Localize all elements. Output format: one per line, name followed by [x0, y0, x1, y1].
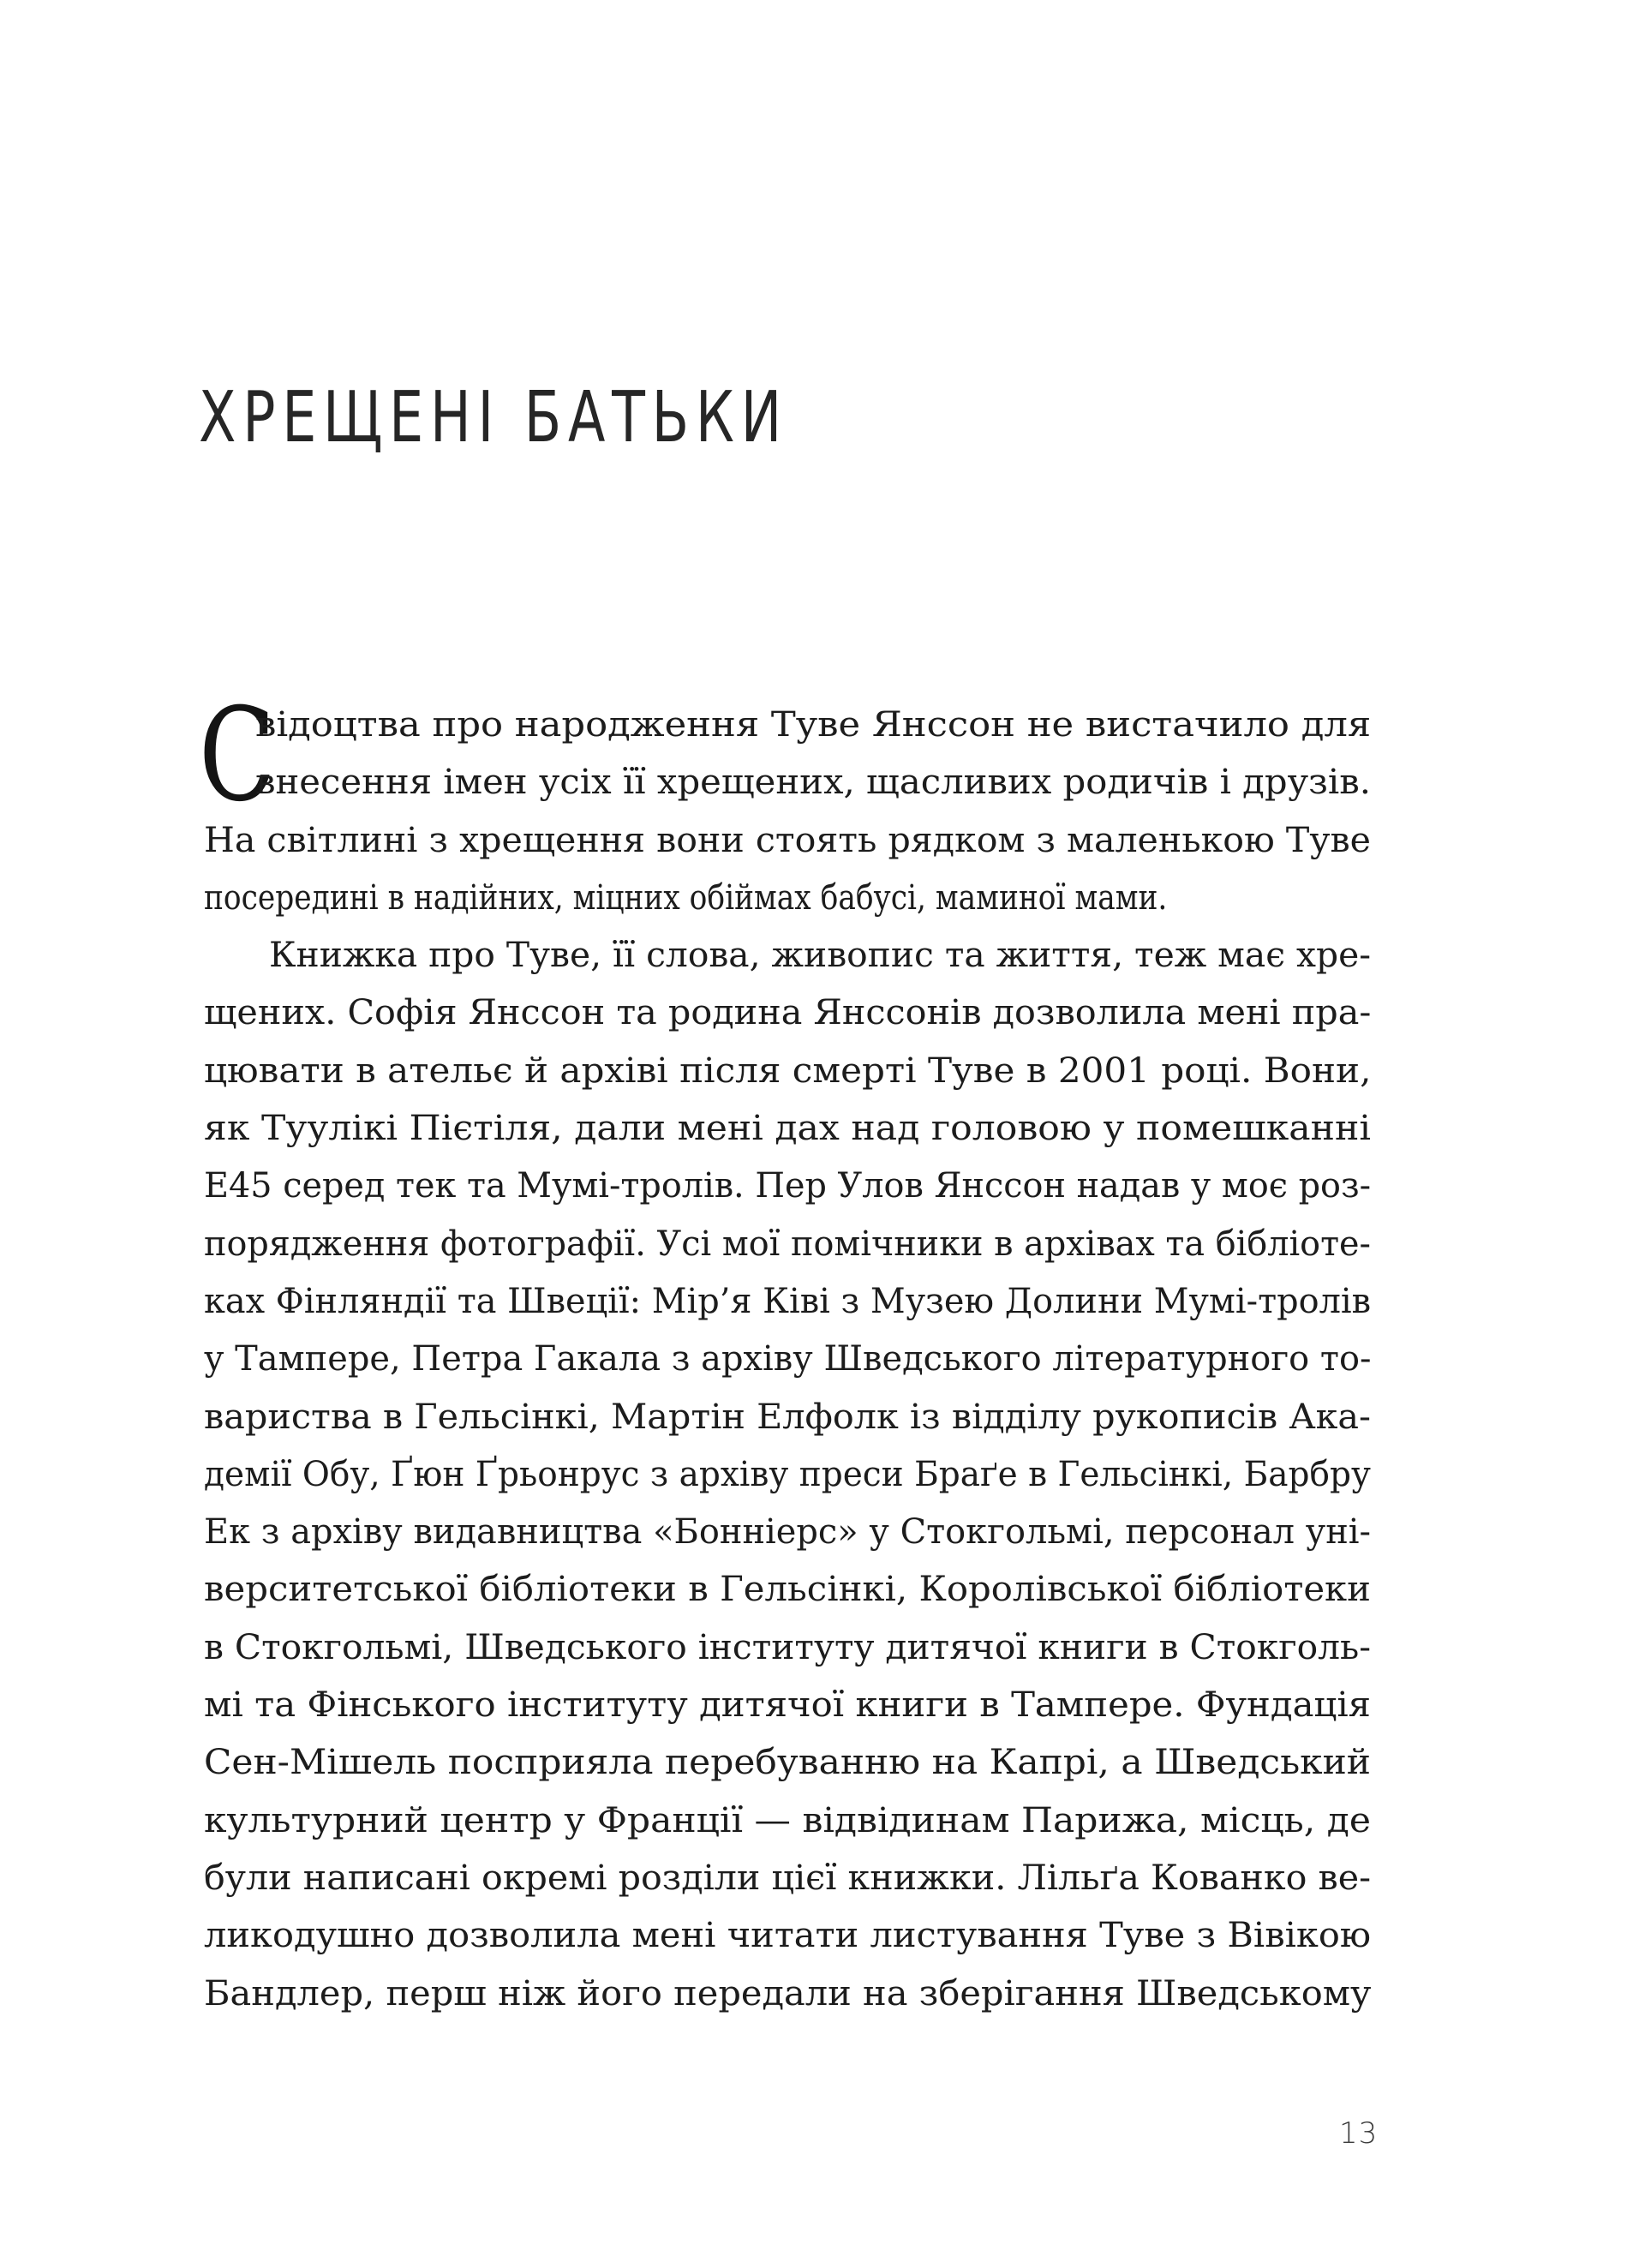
- text-line: ках Фінляндії та Швеції: Мір’я Ківі з Музею Долини Мумі-тролів: [204, 1281, 1372, 1321]
- text-line: цювати в ательє й архіві після смерті Туве в 2001 році. Вони,: [204, 1050, 1372, 1091]
- chapter-title: [199, 375, 788, 461]
- text-line: як Туулікі Пієтіля, дали мені дах над головою у помешканні: [204, 1109, 1371, 1149]
- text-line: вариства в Гельсінкі, Мартін Елфолк із відділу рукописів Ака-: [204, 1397, 1371, 1437]
- text-line: у Тампере, Петра Гакала з архіву Шведського літературного то-: [204, 1339, 1372, 1379]
- text-line: посередині в надійних, міцних обіймах бабусі, маминої мами.: [204, 877, 1168, 918]
- text-line: демії Обу, Ґюн Ґрьонрус з архіву преси Браґе в Гельсінкі, Барбру: [204, 1454, 1371, 1494]
- drop-cap: С: [199, 681, 276, 830]
- text-line: Бандлер, перш ніж його передали на зберігання Шведському: [204, 1973, 1372, 2014]
- text-line: в Стокгольмі, Шведського інституту дитячої книги в Стокголь-: [204, 1627, 1372, 1667]
- text-line: На світлині з хрещення вони стоять рядком з маленькою Туве: [204, 820, 1371, 860]
- chapter-title-text: ХРЕЩЕНІ БАТЬКИ: [199, 377, 788, 458]
- text-line: E45 серед тек та Мумі-тролів. Пер Улов Янссон надав у моє роз-: [204, 1166, 1372, 1206]
- text-line: були написані окремі розділи цієї книжки. Лільґа Кованко ве-: [204, 1858, 1372, 1898]
- text-line: ликодушно дозволила мені читати листування Туве з Вівікою: [204, 1916, 1371, 1956]
- text-line: Сен-Мішель посприяла перебуванню на Капрі, а Шведський: [204, 1743, 1372, 1783]
- text-line: порядження фотографії. Усі мої помічники в архівах та бібліоте-: [204, 1224, 1371, 1264]
- text-line: Книжка про Туве, її слова, живопис та життя, теж має хре-: [268, 936, 1371, 976]
- text-line: культурний центр у Франції — відвідинам Парижа, місць, де: [204, 1800, 1371, 1840]
- text-line: щених. Софія Янссон та родина Янссонів дозволила мені пра-: [204, 993, 1372, 1033]
- text-line: Ек з архіву видавництва «Бонніерс» у Стокгольмі, персонал уні-: [204, 1512, 1372, 1553]
- page-number: 13: [1339, 2116, 1379, 2151]
- text-line: мі та Фінського інституту дитячої книги в Тампере. Фундація: [204, 1685, 1372, 1726]
- text-line: верситетської бібліотеки в Гельсінкі, Королівської бібліотеки: [204, 1570, 1372, 1610]
- text-line: внесення імен усіх її хрещених, щасливих родичів і друзів.: [254, 763, 1372, 803]
- body-text: [199, 681, 1372, 2023]
- text-line: відоцтва про народження Туве Янссон не вистачило для: [254, 705, 1372, 745]
